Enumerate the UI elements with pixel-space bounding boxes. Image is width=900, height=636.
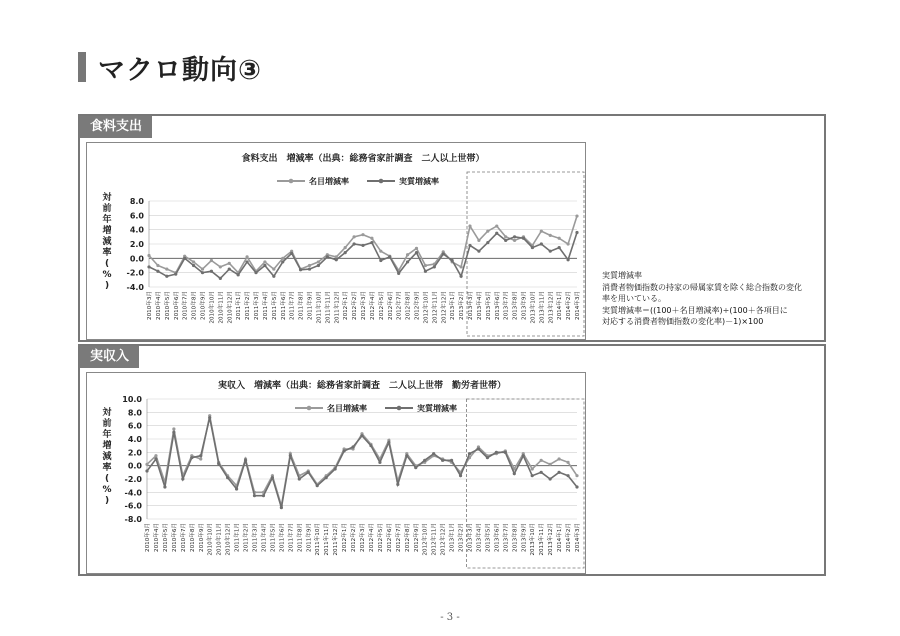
- series-line: [147, 418, 577, 508]
- data-point: [317, 260, 320, 263]
- data-point: [154, 454, 157, 457]
- data-point: [299, 268, 302, 271]
- x-tick-label: 2012年8月: [405, 291, 412, 320]
- x-tick-label: 2010年5月: [164, 291, 171, 320]
- note-heading: 実質増減率: [602, 271, 642, 280]
- legend-item: [295, 403, 367, 413]
- data-point: [245, 260, 248, 263]
- x-tick-label: 2012年8月: [404, 523, 411, 552]
- data-point: [172, 427, 175, 430]
- data-point: [254, 271, 257, 274]
- data-point: [263, 260, 266, 263]
- data-point: [334, 467, 337, 470]
- x-tick-label: 2012年7月: [395, 523, 402, 552]
- data-point: [495, 451, 498, 454]
- x-tick-label: 2013年4月: [476, 523, 483, 552]
- x-tick-label: 2012年4月: [369, 291, 376, 320]
- x-tick-label: 2012年1月: [343, 291, 350, 320]
- data-point: [451, 259, 454, 262]
- y-tick-label: 10.0: [122, 395, 142, 404]
- x-tick-label: 2011年10月: [315, 523, 322, 556]
- food-expenditure-chart-box: [86, 142, 586, 340]
- data-point: [540, 459, 543, 462]
- x-tick-label: 2010年12月: [227, 291, 234, 324]
- data-point: [459, 474, 462, 477]
- legend-item: [385, 403, 457, 413]
- legend-label: 実質増減率: [417, 404, 457, 413]
- data-point: [566, 242, 569, 245]
- x-tick-label: 2011年6月: [279, 523, 286, 552]
- y-tick-label: -6.0: [124, 501, 142, 511]
- x-tick-label: 2013年12月: [548, 523, 555, 556]
- x-tick-label: 2012年6月: [386, 523, 393, 552]
- data-point: [513, 239, 516, 242]
- data-point: [192, 260, 195, 263]
- x-tick-label: 2013年4月: [476, 291, 483, 320]
- data-point: [201, 267, 204, 270]
- data-point: [504, 235, 507, 238]
- x-tick-label: 2010年10月: [209, 291, 216, 324]
- x-tick-label: 2013年10月: [530, 523, 537, 556]
- x-tick-label: 2011年1月: [236, 291, 243, 320]
- data-point: [477, 447, 480, 450]
- data-point: [387, 441, 390, 444]
- x-tick-label: 2013年12月: [548, 291, 555, 324]
- x-tick-label: 2010年3月: [145, 523, 151, 552]
- data-point: [298, 477, 301, 480]
- data-point: [415, 247, 418, 250]
- data-point: [145, 463, 148, 466]
- x-tick-label: 2010年10月: [207, 523, 214, 556]
- data-point: [192, 264, 195, 267]
- data-point: [388, 255, 391, 258]
- data-point: [147, 254, 150, 257]
- x-tick-label: 2011年4月: [262, 291, 269, 320]
- legend-marker: [307, 406, 312, 411]
- data-point: [228, 267, 231, 270]
- data-point: [459, 265, 462, 268]
- data-point: [424, 264, 427, 267]
- data-point: [433, 265, 436, 268]
- x-tick-label: 2013年1月: [450, 291, 457, 320]
- x-tick-label: 2011年12月: [333, 523, 340, 556]
- x-tick-label: 2014年1月: [557, 523, 564, 552]
- x-tick-label: 2012年11月: [431, 523, 438, 556]
- data-point: [558, 237, 561, 240]
- data-point: [406, 260, 409, 263]
- x-tick-label: 2011年7月: [289, 291, 296, 320]
- x-tick-label: 2012年12月: [441, 291, 448, 324]
- data-point: [370, 237, 373, 240]
- data-point: [557, 457, 560, 460]
- data-point: [237, 273, 240, 276]
- data-point: [344, 246, 347, 249]
- data-point: [424, 270, 427, 273]
- note-line: 消費者物価指数の持家の帰属家賃を除く総合指数の変化: [602, 282, 802, 292]
- data-point: [468, 224, 471, 227]
- y-tick-label: -2.0: [126, 268, 144, 278]
- data-point: [378, 461, 381, 464]
- real-income-chart: [87, 373, 585, 573]
- x-tick-label: 2011年3月: [254, 291, 260, 320]
- x-tick-label: 2014年2月: [566, 523, 573, 552]
- x-tick-label: 2011年9月: [307, 291, 314, 320]
- data-point: [289, 454, 292, 457]
- x-tick-label: 2010年4月: [153, 523, 160, 552]
- real-income-tab: 実収入: [80, 346, 139, 368]
- x-tick-label: 2014年2月: [566, 291, 573, 320]
- y-tick-label: 8.0: [127, 408, 142, 418]
- data-point: [442, 252, 445, 255]
- note-line: 実質増減率＝((100＋名目増減率)÷(100＋各項目に: [602, 305, 788, 315]
- data-point: [540, 242, 543, 245]
- x-tick-label: 2010年6月: [171, 523, 178, 552]
- x-tick-label: 2011年12月: [334, 291, 341, 324]
- data-point: [486, 456, 489, 459]
- real-income-chart-box: [86, 372, 586, 574]
- data-point: [405, 454, 408, 457]
- data-point: [575, 474, 578, 477]
- x-tick-label: 2012年6月: [387, 291, 394, 320]
- real-income-panel: [78, 344, 826, 576]
- data-point: [156, 270, 159, 273]
- data-point: [201, 271, 204, 274]
- x-tick-label: 2011年4月: [261, 523, 268, 552]
- data-point: [477, 239, 480, 242]
- x-tick-label: 2011年11月: [324, 523, 331, 556]
- x-tick-label: 2010年8月: [189, 523, 196, 552]
- data-point: [522, 237, 525, 240]
- x-tick-label: 2012年9月: [413, 523, 420, 552]
- x-tick-label: 2010年7月: [180, 523, 187, 552]
- data-point: [566, 474, 569, 477]
- x-tick-label: 2010年12月: [225, 523, 232, 556]
- x-tick-label: 2011年2月: [243, 523, 250, 552]
- data-point: [396, 483, 399, 486]
- data-point: [531, 474, 534, 477]
- x-tick-label: 2011年9月: [306, 523, 313, 552]
- data-point: [253, 494, 256, 497]
- data-point: [575, 231, 578, 234]
- legend-item: [277, 176, 349, 186]
- x-tick-label: 2012年1月: [342, 523, 349, 552]
- data-point: [199, 454, 202, 457]
- data-point: [522, 454, 525, 457]
- x-tick-label: 2011年5月: [270, 523, 277, 552]
- x-tick-label: 2013年2月: [459, 291, 466, 320]
- data-point: [174, 273, 177, 276]
- data-point: [245, 255, 248, 258]
- y-tick-label: 6.0: [127, 421, 142, 431]
- x-tick-label: 2012年5月: [377, 523, 384, 552]
- data-point: [263, 264, 266, 267]
- x-tick-label: 2010年9月: [200, 291, 207, 320]
- y-tick-label: -8.0: [124, 515, 142, 524]
- y-tick-label: 4.0: [127, 435, 142, 444]
- x-tick-label: 2013年7月: [503, 291, 510, 320]
- data-point: [513, 472, 516, 475]
- data-point: [486, 241, 489, 244]
- data-point: [504, 239, 507, 242]
- data-point: [344, 251, 347, 254]
- data-point: [360, 434, 363, 437]
- data-point: [163, 485, 166, 488]
- data-point: [326, 255, 329, 258]
- data-point: [540, 471, 543, 474]
- y-tick-label: 6.0: [129, 211, 144, 221]
- data-point: [549, 234, 552, 237]
- data-point: [406, 253, 409, 256]
- x-tick-label: 2012年9月: [414, 291, 421, 320]
- data-point: [335, 258, 338, 261]
- data-point: [281, 257, 284, 260]
- x-tick-label: 2010年6月: [173, 291, 180, 320]
- x-tick-label: 2011年5月: [271, 291, 278, 320]
- x-tick-label: 2013年9月: [521, 523, 528, 552]
- food-expenditure-panel: [78, 114, 826, 342]
- x-tick-label: 2013年5月: [485, 523, 492, 552]
- data-point: [477, 250, 480, 253]
- data-point: [397, 272, 400, 275]
- x-tick-label: 2012年5月: [378, 291, 385, 320]
- x-tick-label: 2012年10月: [423, 291, 430, 324]
- data-point: [145, 469, 148, 472]
- x-tick-label: 2011年8月: [298, 291, 305, 320]
- x-tick-label: 2013年3月: [468, 291, 474, 320]
- x-tick-label: 2013年1月: [449, 523, 456, 552]
- x-tick-label: 2010年5月: [162, 523, 169, 552]
- x-tick-label: 2011年6月: [280, 291, 287, 320]
- data-point: [165, 275, 168, 278]
- legend-marker: [379, 179, 384, 184]
- x-tick-label: 2010年8月: [191, 291, 198, 320]
- data-point: [183, 257, 186, 260]
- y-tick-label: 0.0: [127, 461, 142, 471]
- x-tick-label: 2011年7月: [288, 523, 295, 552]
- x-tick-label: 2013年5月: [485, 291, 492, 320]
- data-point: [154, 457, 157, 460]
- x-tick-label: 2013年3月: [467, 523, 474, 552]
- data-point: [316, 484, 319, 487]
- data-point: [441, 459, 444, 462]
- legend-label: 実質増減率: [399, 177, 439, 186]
- data-point: [531, 246, 534, 249]
- data-point: [495, 232, 498, 235]
- data-point: [165, 267, 168, 270]
- data-point: [272, 267, 275, 270]
- note-line: 率を用いている。: [602, 294, 666, 303]
- note-line: 対応する消費者物価指数の変化率)－1)×100: [602, 317, 764, 326]
- data-point: [361, 244, 364, 247]
- data-point: [558, 246, 561, 249]
- page-number: - 3 -: [440, 612, 460, 623]
- x-tick-label: 2010年9月: [198, 523, 205, 552]
- data-point: [549, 463, 552, 466]
- y-tick-label: -4.0: [126, 283, 144, 292]
- x-tick-label: 2012年12月: [440, 523, 447, 556]
- data-point: [575, 214, 578, 217]
- data-point: [210, 270, 213, 273]
- x-tick-label: 2010年11月: [216, 523, 223, 556]
- data-point: [317, 264, 320, 267]
- data-point: [459, 275, 462, 278]
- x-tick-label: 2012年4月: [368, 523, 375, 552]
- data-point: [190, 456, 193, 459]
- x-tick-label: 2013年11月: [539, 523, 546, 556]
- x-tick-label: 2012年10月: [422, 523, 429, 556]
- y-tick-label: -2.0: [124, 475, 142, 484]
- y-tick-label: 2.0: [127, 448, 142, 458]
- x-tick-label: 2014年3月: [575, 523, 581, 552]
- data-point: [219, 277, 222, 280]
- data-point: [156, 264, 159, 267]
- data-point: [549, 250, 552, 253]
- data-point: [352, 242, 355, 245]
- legend-marker: [289, 179, 294, 184]
- x-tick-label: 2013年2月: [458, 523, 465, 552]
- data-point: [228, 262, 231, 265]
- data-point: [172, 431, 175, 434]
- x-tick-label: 2014年1月: [557, 291, 564, 320]
- data-point: [290, 252, 293, 255]
- y-tick-label: -4.0: [124, 488, 142, 498]
- y-axis-label: 対前年増減率( % ): [102, 193, 112, 291]
- data-point: [199, 457, 202, 460]
- data-point: [262, 494, 265, 497]
- data-point: [566, 461, 569, 464]
- data-point: [369, 444, 372, 447]
- y-tick-label: 2.0: [129, 240, 144, 249]
- chart-title: 実収入 増減率（出典：総務省家計調査 二人以上世帯 勤労者世帯）: [217, 381, 507, 391]
- data-point: [325, 476, 328, 479]
- data-point: [486, 230, 489, 233]
- data-point: [361, 233, 364, 236]
- data-point: [540, 230, 543, 233]
- data-point: [181, 477, 184, 480]
- data-point: [147, 265, 150, 268]
- data-point: [210, 259, 213, 262]
- x-tick-label: 2013年11月: [539, 291, 546, 324]
- x-tick-label: 2010年7月: [182, 291, 189, 320]
- data-point: [272, 275, 275, 278]
- x-tick-label: 2011年11月: [325, 291, 332, 324]
- data-point: [549, 477, 552, 480]
- data-point: [504, 451, 507, 454]
- legend-label: 名目増減率: [309, 177, 349, 186]
- data-point: [495, 224, 498, 227]
- data-point: [308, 264, 311, 267]
- data-point: [379, 250, 382, 253]
- data-point: [219, 265, 222, 268]
- data-point: [423, 459, 426, 462]
- data-point: [575, 485, 578, 488]
- data-point: [342, 449, 345, 452]
- x-tick-label: 2013年8月: [512, 523, 519, 552]
- data-point: [557, 471, 560, 474]
- x-tick-label: 2014年3月: [575, 291, 581, 320]
- x-tick-label: 2012年11月: [432, 291, 439, 324]
- data-point: [468, 452, 471, 455]
- x-tick-label: 2011年1月: [234, 523, 241, 552]
- page-title: マクロ動向③: [98, 55, 262, 86]
- data-point: [235, 487, 238, 490]
- data-point: [432, 452, 435, 455]
- x-tick-label: 2013年7月: [503, 523, 510, 552]
- x-tick-label: 2010年11月: [218, 291, 225, 324]
- data-point: [217, 462, 220, 465]
- real-rate-note: [602, 270, 817, 328]
- title-accent-bar: [78, 52, 86, 82]
- data-point: [531, 467, 534, 470]
- x-tick-label: 2013年10月: [530, 291, 537, 324]
- x-tick-label: 2012年2月: [351, 523, 358, 552]
- y-tick-label: 8.0: [129, 197, 144, 206]
- data-point: [415, 251, 418, 254]
- x-tick-label: 2010年4月: [155, 291, 162, 320]
- data-point: [352, 235, 355, 238]
- x-tick-label: 2011年10月: [316, 291, 323, 324]
- x-tick-label: 2010年3月: [147, 291, 153, 320]
- y-axis-label: 対前年増減率( % ): [102, 408, 112, 506]
- data-point: [450, 459, 453, 462]
- data-point: [370, 241, 373, 244]
- data-point: [351, 445, 354, 448]
- data-point: [307, 471, 310, 474]
- legend-label: 名目増減率: [327, 404, 367, 413]
- data-point: [271, 476, 274, 479]
- data-point: [208, 416, 211, 419]
- data-point: [244, 459, 247, 462]
- x-tick-label: 2013年6月: [494, 291, 501, 320]
- legend-item: [367, 176, 439, 186]
- data-point: [281, 260, 284, 263]
- food-expenditure-chart: [87, 143, 585, 339]
- legend-marker: [397, 406, 402, 411]
- data-point: [280, 506, 283, 509]
- data-point: [468, 244, 471, 247]
- x-tick-label: 2012年3月: [360, 523, 366, 552]
- data-point: [566, 258, 569, 261]
- y-tick-label: 0.0: [129, 254, 144, 264]
- y-tick-label: 4.0: [129, 225, 144, 235]
- x-tick-label: 2011年8月: [297, 523, 304, 552]
- x-tick-label: 2012年2月: [352, 291, 359, 320]
- data-point: [379, 259, 382, 262]
- food-expenditure-tab: 食料支出: [80, 116, 152, 138]
- x-tick-label: 2011年3月: [252, 523, 259, 552]
- data-point: [226, 476, 229, 479]
- x-tick-label: 2012年3月: [361, 291, 367, 320]
- x-tick-label: 2013年8月: [512, 291, 519, 320]
- x-tick-label: 2013年9月: [521, 291, 528, 320]
- chart-title: 食料支出 増減率（出典：総務省家計調査 二人以上世帯）: [241, 154, 485, 164]
- data-point: [414, 466, 417, 469]
- x-tick-label: 2012年7月: [396, 291, 403, 320]
- data-point: [308, 267, 311, 270]
- x-tick-label: 2013年6月: [494, 523, 501, 552]
- x-tick-label: 2011年2月: [245, 291, 252, 320]
- data-point: [513, 235, 516, 238]
